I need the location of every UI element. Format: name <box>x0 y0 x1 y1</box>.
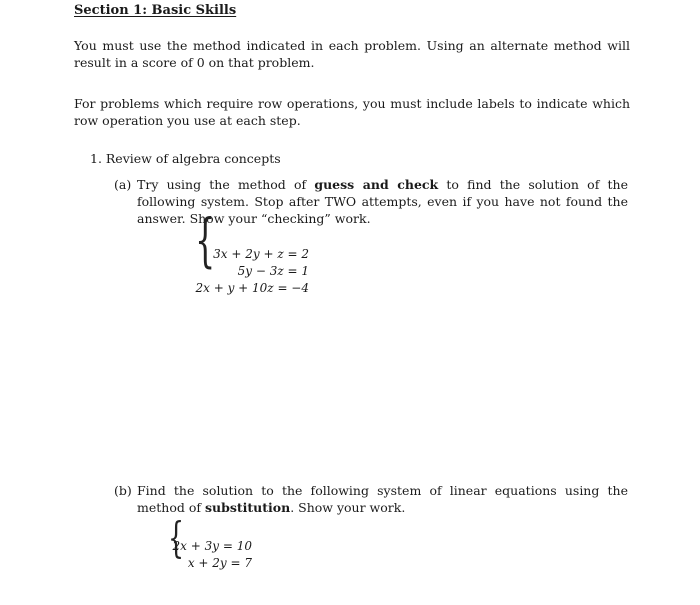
part-b-text-before: Find the solution to the following system of linear equations using the method of <box>137 483 628 515</box>
problem-1b <box>114 482 628 516</box>
problem-1a <box>114 176 628 227</box>
equation-b-1: 2x + 3y = 10 <box>172 539 252 553</box>
left-brace: { <box>168 513 185 562</box>
left-brace: { <box>195 206 216 274</box>
part-b-text-after: . Show your work. <box>290 500 406 515</box>
part-a-text-after: to find the solution of the following system. Stop after TWO attempts, even if you have not found the answer. Show your “checking” work. <box>137 177 628 226</box>
problem-1-heading: 1. Review of algebra concepts <box>90 151 281 166</box>
part-a-text-before: Try using the method of <box>137 177 315 192</box>
section-title: Section 1: Basic Skills <box>74 3 237 18</box>
equation-a-2: 5y − 3z = 1 <box>237 264 309 278</box>
equation-a-1: 3x + 2y + z = 2 <box>213 247 309 261</box>
part-b-text <box>137 482 628 516</box>
instruction-paragraph-1: You must use the method indicated in each problem. Using an alternate method will result in a score of 0 on that problem. <box>74 38 630 70</box>
instruction-paragraph-2: For problems which require row operations, you must include labels to indicate which row operation you use at each step. <box>74 96 630 128</box>
part-a-label: (a) <box>114 177 132 192</box>
system-of-equations-a <box>195 206 315 302</box>
equation-a-3: 2x + y + 10z = −4 <box>195 281 309 295</box>
part-b-method: substitution <box>204 500 291 515</box>
equation-b-2: x + 2y = 7 <box>187 556 252 570</box>
part-a-method: guess and check <box>314 177 439 192</box>
part-b-label: (b) <box>114 483 132 498</box>
system-of-equations-b <box>168 513 258 578</box>
